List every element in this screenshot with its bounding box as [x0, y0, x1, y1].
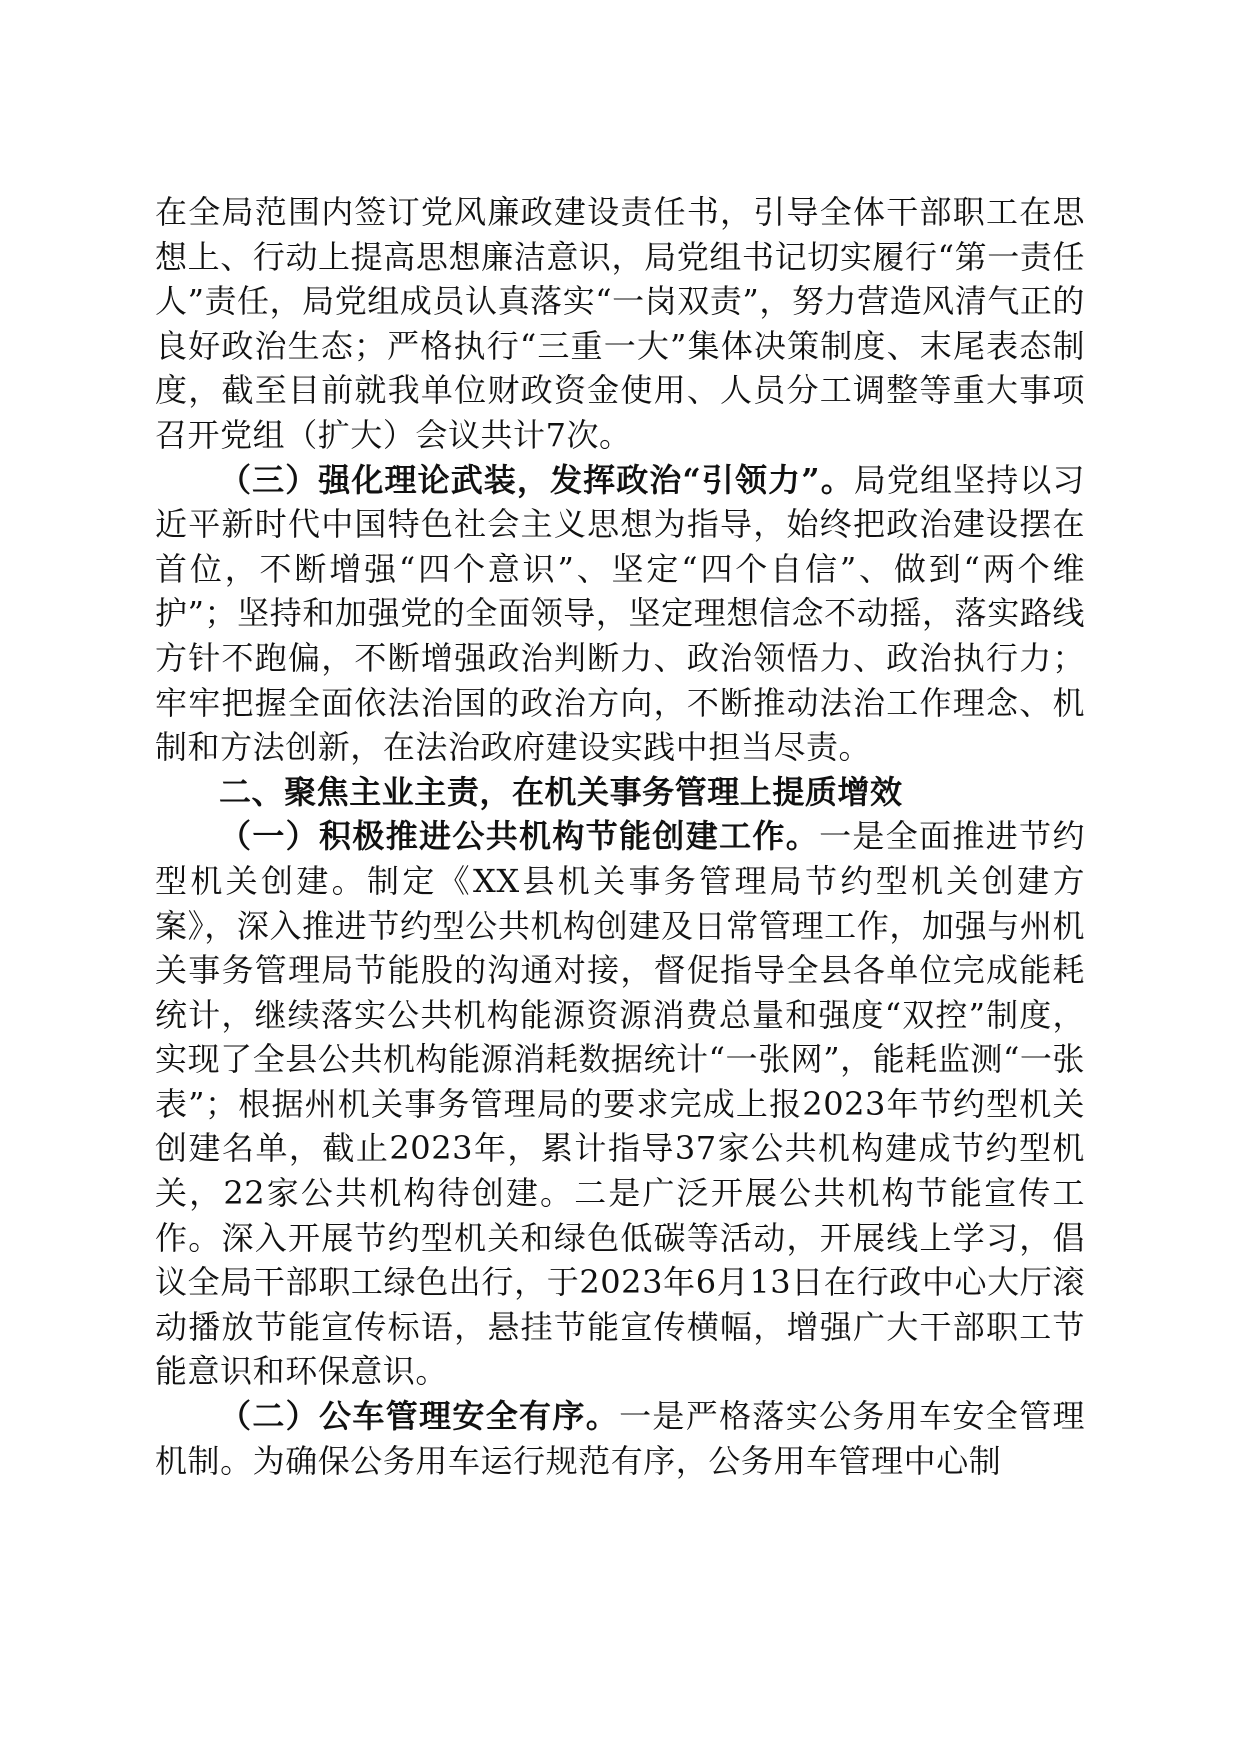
subsection-title: （三）强化理论武装，发挥政治“引领力”。	[219, 460, 854, 499]
paragraph-text: 在全局范围内签订党风廉政建设责任书，引导全体干部职工在思想上、行动上提高思想廉洁意识，局党组书记切实履行“第一责任人”责任，局党组成员认真落实“一岗双责”，努力营造风清气正的良好政治生态；严格执行“三重一大”集体决策制度、末尾表态制度，截至目前就我单位财政资金使用、人员分工调整等重大事项召开党组（扩大）会议共计7次。	[155, 193, 1085, 454]
paragraph-text: 一是全面推进节约型机关创建。制定《XX县机关事务管理局节约型机关创建方案》，深入推进节约型公共机构创建及日常管理工作，加强与州机关事务管理局节能股的沟通对接，督促指导全县各单位完成能耗统计，继续落实公共机构能源资源消费总量和强度“双控”制度，实现了全县公共机构能源消耗数据统计“一张网”，能耗监测“一张表”；根据州机关事务管理局的要求完成上报2023年节约型机关创建名单，截止2023年，累计指导37家公共机构建成节约型机关，22家公共机构待创建。二是广泛开展公共机构节能宣传工作。深入开展节约型机关和绿色低碳等活动，开展线上学习，倡议全局干部职工绿色出行，于2023年6月13日在行政中心大厅滚动播放节能宣传标语，悬挂节能宣传横幅，增强广大干部职工节能意识和环保意识。	[155, 817, 1085, 1391]
subsection-title: （一）积极推进公共机构节能创建工作。	[219, 817, 820, 856]
section-heading: 二、聚焦主业主责，在机关事务管理上提质增效	[219, 772, 903, 811]
paragraph-text: 一是严格落实公务用车安全管理机制。为确保公务用车运行规范有序，公务用车管理中心制	[155, 1397, 1086, 1480]
paragraph-energy-saving	[155, 814, 1085, 1394]
paragraph-text: 局党组坚持以习近平新时代中国特色社会主义思想为指导，始终把政治建设摆在首位，不断增强“四个意识”、坚定“四个自信”、做到“两个维护”；坚持和加强党的全面领导，坚定理想信念不动摇，落实路线方针不跑偏，不断增强政治判断力、政治领悟力、政治执行力；牢牢把握全面依法治国的政治方向，不断推动法治工作理念、机制和方法创新，在法治政府建设实践中担当尽责。	[155, 460, 1085, 767]
paragraph-party-discipline	[155, 190, 1085, 458]
paragraph-vehicle-management	[155, 1394, 1085, 1483]
subsection-title: （二）公车管理安全有序。	[219, 1397, 620, 1436]
paragraph-theory-arming	[155, 458, 1085, 770]
document-page	[155, 190, 1085, 1483]
